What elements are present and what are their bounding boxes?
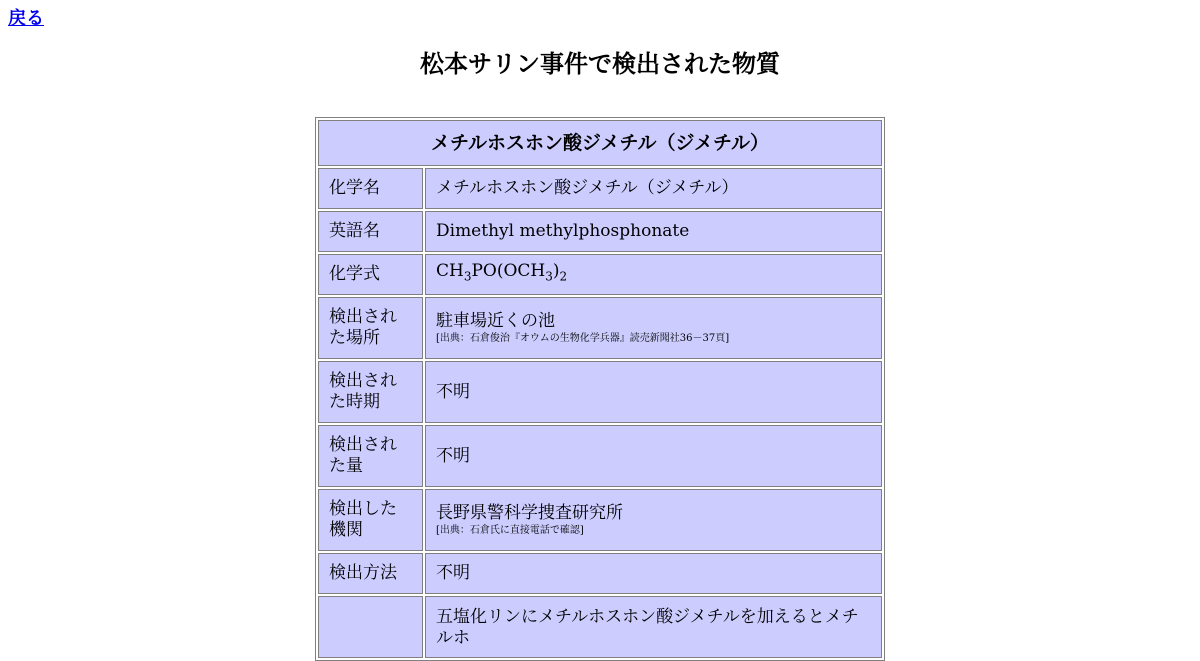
source-note: [出典：石倉俊治『オウムの生物化学兵器』読売新聞社36－37頁] (436, 332, 730, 344)
row-label: 検出された時期 (318, 361, 423, 423)
formula-part: CH (436, 261, 464, 282)
row-label: 化学式 (318, 254, 423, 295)
substance-table-container (315, 117, 885, 661)
row-label: 検出された量 (318, 425, 423, 487)
row-value: 不明 (425, 553, 882, 594)
table-row (318, 168, 882, 209)
row-value-cell (425, 489, 882, 551)
table-row (318, 596, 882, 658)
table-row (318, 254, 882, 295)
table-row (318, 553, 882, 594)
row-value: 不明 (425, 425, 882, 487)
row-value: 長野県警科学捜査研究所 (436, 502, 623, 523)
table-row (318, 297, 882, 359)
table-row (318, 489, 882, 551)
row-value: 五塩化リンにメチルホスホン酸ジメチルを加えるとメチルホ (425, 596, 882, 658)
back-link[interactable]: 戻る (8, 8, 44, 29)
table-row (318, 211, 882, 252)
row-label: 検出した機関 (318, 489, 423, 551)
row-value: 不明 (425, 361, 882, 423)
substance-table (315, 117, 885, 661)
row-value: メチルホスホン酸ジメチル（ジメチル） (425, 168, 882, 209)
row-label (318, 596, 423, 658)
row-value: Dimethyl methylphosphonate (425, 211, 882, 252)
table-header-row (318, 120, 882, 166)
row-value: 駐車場近くの池 (436, 310, 555, 331)
page-title: 松本サリン事件で検出された物質 (420, 49, 780, 78)
table-header: メチルホスホン酸ジメチル（ジメチル） (318, 120, 882, 166)
row-label: 化学名 (318, 168, 423, 209)
table-row (318, 425, 882, 487)
chemical-formula (425, 254, 882, 295)
row-label: 検出方法 (318, 553, 423, 594)
source-note: [出典：石倉氏に直接電話で確認] (436, 524, 584, 536)
formula-subscript: 3 (545, 269, 553, 284)
formula-subscript: 2 (559, 269, 568, 284)
table-row (318, 361, 882, 423)
formula-subscript: 3 (463, 269, 472, 284)
row-value-cell (425, 297, 882, 359)
formula-part: PO(OCH (471, 261, 546, 282)
row-label: 検出された場所 (318, 297, 423, 359)
row-label: 英語名 (318, 211, 423, 252)
formula-part: ) (552, 261, 560, 282)
